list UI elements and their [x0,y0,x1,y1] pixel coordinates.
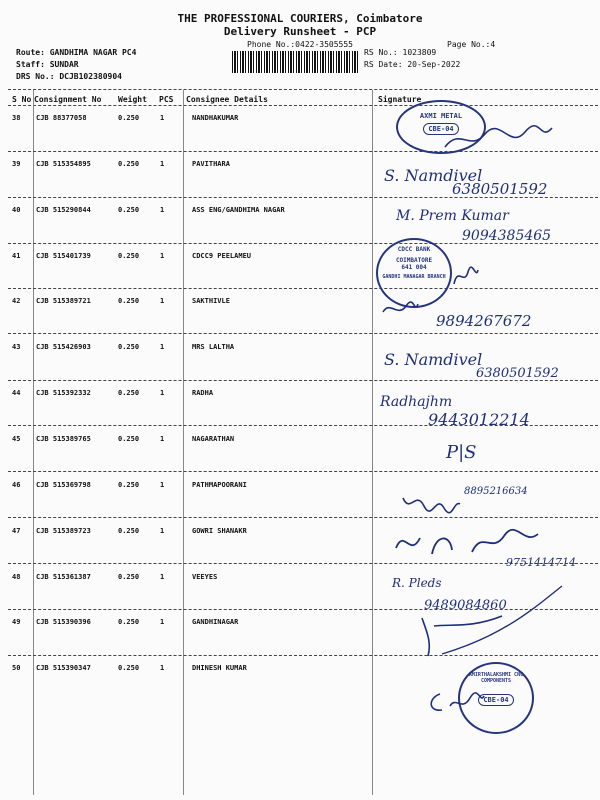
handwritten-phone: 9443012214 [428,410,530,429]
row-consignee: MRS LALTHA [192,343,235,351]
handwritten-phone: 8895216634 [464,486,528,497]
handwritten-name: R. Pleds [392,576,442,590]
rs-number: RS No.: 1023809 [364,48,437,57]
row-consignment: CJB 515290844 [36,206,91,214]
row-consignee: DHINESH KUMAR [192,664,247,672]
handwritten-phone: 9094385465 [462,228,552,244]
row-weight: 0.250 [118,527,140,535]
col-sno: S No [12,95,32,104]
col-signature: Signature [378,95,422,104]
barcode [232,51,358,73]
row-sno: 50 [12,664,21,672]
row-divider [8,288,598,289]
row-consignment: CJB 515390396 [36,618,91,626]
row-sno: 38 [12,114,21,122]
row-weight: 0.250 [118,297,140,305]
handwritten-name: S. Namdivel [384,350,483,369]
col-pcs: PCS [159,95,174,104]
handwritten-phone: 6380501592 [476,366,559,381]
route: Route: GANDHIMA NAGAR PC4 [16,48,137,57]
stamp-text: COIMBATORE [395,257,433,264]
row-weight: 0.250 [118,389,140,397]
row-consignee: GANDHINAGAR [192,618,239,626]
row-weight: 0.250 [118,618,140,626]
drs-number: DRS No.: DCJB102380904 [16,72,122,81]
row-weight: 0.250 [118,160,140,168]
table-row [0,252,600,296]
row-weight: 0.250 [118,114,140,122]
rs-date: RS Date: 20-Sep-2022 [364,60,461,69]
row-consignee: PATHMAPOORANI [192,481,247,489]
row-sno: 48 [12,573,21,581]
row-weight: 0.250 [118,343,140,351]
row-sno: 49 [12,618,21,626]
row-sno: 47 [12,527,21,535]
handwritten-phone: 6380501592 [452,180,548,198]
row-weight: 0.250 [118,573,140,581]
row-consignee: NANDHAKUMAR [192,114,239,122]
row-weight: 0.250 [118,206,140,214]
handwritten-name: S. Namdivel [384,166,483,185]
row-consignment: CJB 88377058 [36,114,87,122]
row-pcs: 1 [160,297,165,305]
handwritten-phone: 9751414714 [506,556,576,569]
handwritten-name: M. Prem Kumar [396,208,509,224]
stamp-text: CBE-04 [423,123,458,135]
row-pcs: 1 [160,481,165,489]
row-consignment: CJB 515392332 [36,389,91,397]
row-weight: 0.250 [118,252,140,260]
row-consignee: VEEYES [192,573,218,581]
row-sno: 46 [12,481,21,489]
row-consignment: CJB 515389765 [36,435,91,443]
signature-scribble [380,298,420,320]
signature-scribble [440,122,560,158]
row-divider [8,333,598,334]
row-consignment: CJB 515426903 [36,343,91,351]
row-pcs: 1 [160,389,165,397]
row-pcs: 1 [160,343,165,351]
stamp-text: GANDHI MANAGAR BRANCH [382,274,446,280]
row-pcs: 1 [160,435,165,443]
row-consignment: CJB 515354895 [36,160,91,168]
row-sno: 41 [12,252,21,260]
signature-scribble [400,488,462,516]
row-pcs: 1 [160,114,165,122]
row-consignee: PAVITHARA [192,160,230,168]
page-number: Page No.:4 [447,40,496,49]
header-divider-bottom [8,105,598,106]
signature-scribble [426,688,486,716]
row-sno: 40 [12,206,21,214]
row-sno: 45 [12,435,21,443]
row-consignment: CJB 515389723 [36,527,91,535]
row-consignee: CDCC9 PEELAMEU [192,252,252,260]
company-title: THE PROFESSIONAL COURIERS, Coimbatore [177,12,423,25]
handwritten-phone: 9489084860 [424,598,507,613]
row-pcs: 1 [160,252,165,260]
row-consignment: CJB 515401739 [36,252,91,260]
runsheet-title: Delivery Runsheet - PCP [223,25,377,38]
signature-scribble [412,580,582,664]
row-consignment: CJB 515369798 [36,481,91,489]
header-divider-top [8,89,598,90]
col-consignee: Consignee Details [186,95,268,104]
stamp-text: CDCC BANK [397,246,431,253]
row-divider [8,517,598,518]
staff: Staff: SUNDAR [16,60,79,69]
row-consignee: GOWRI SHANAKR [192,527,247,535]
handwritten-phone: 9894267672 [436,312,532,330]
row-consignee: RADHA [192,389,214,397]
row-consignment: CJB 515361387 [36,573,91,581]
table-row [0,435,600,479]
row-consignee: NAGARATHAN [192,435,235,443]
handwritten-name: Radhajhm [380,394,453,410]
row-pcs: 1 [160,527,165,535]
row-consignee: SAKTHIVLE [192,297,230,305]
phone-number: Phone No.:0422-3505555 [247,40,353,49]
handwritten-initials: P|S [446,442,477,463]
row-consignment: CJB 515389721 [36,297,91,305]
col-weight: Weight [118,95,147,104]
row-pcs: 1 [160,206,165,214]
row-pcs: 1 [160,573,165,581]
row-sno: 39 [12,160,21,168]
stamp-text: 641 004 [401,264,427,271]
signature-scribble [450,262,480,290]
stamp-text: CBE-04 [478,694,513,706]
row-weight: 0.250 [118,435,140,443]
row-weight: 0.250 [118,664,140,672]
col-consignment: Consignment No [34,95,102,104]
row-divider [8,471,598,472]
row-pcs: 1 [160,160,165,168]
row-weight: 0.250 [118,481,140,489]
row-sno: 42 [12,297,21,305]
row-consignee: ASS ENG/GANDHIMA NAGAR [192,206,285,214]
row-pcs: 1 [160,664,165,672]
row-pcs: 1 [160,618,165,626]
stamp-text: AMIRTHALAKSHMI CNC COMPONENTS [468,672,524,684]
row-sno: 44 [12,389,21,397]
stamp-text: AXMI METAL [419,112,463,120]
row-consignment: CJB 515390347 [36,664,91,672]
row-sno: 43 [12,343,21,351]
